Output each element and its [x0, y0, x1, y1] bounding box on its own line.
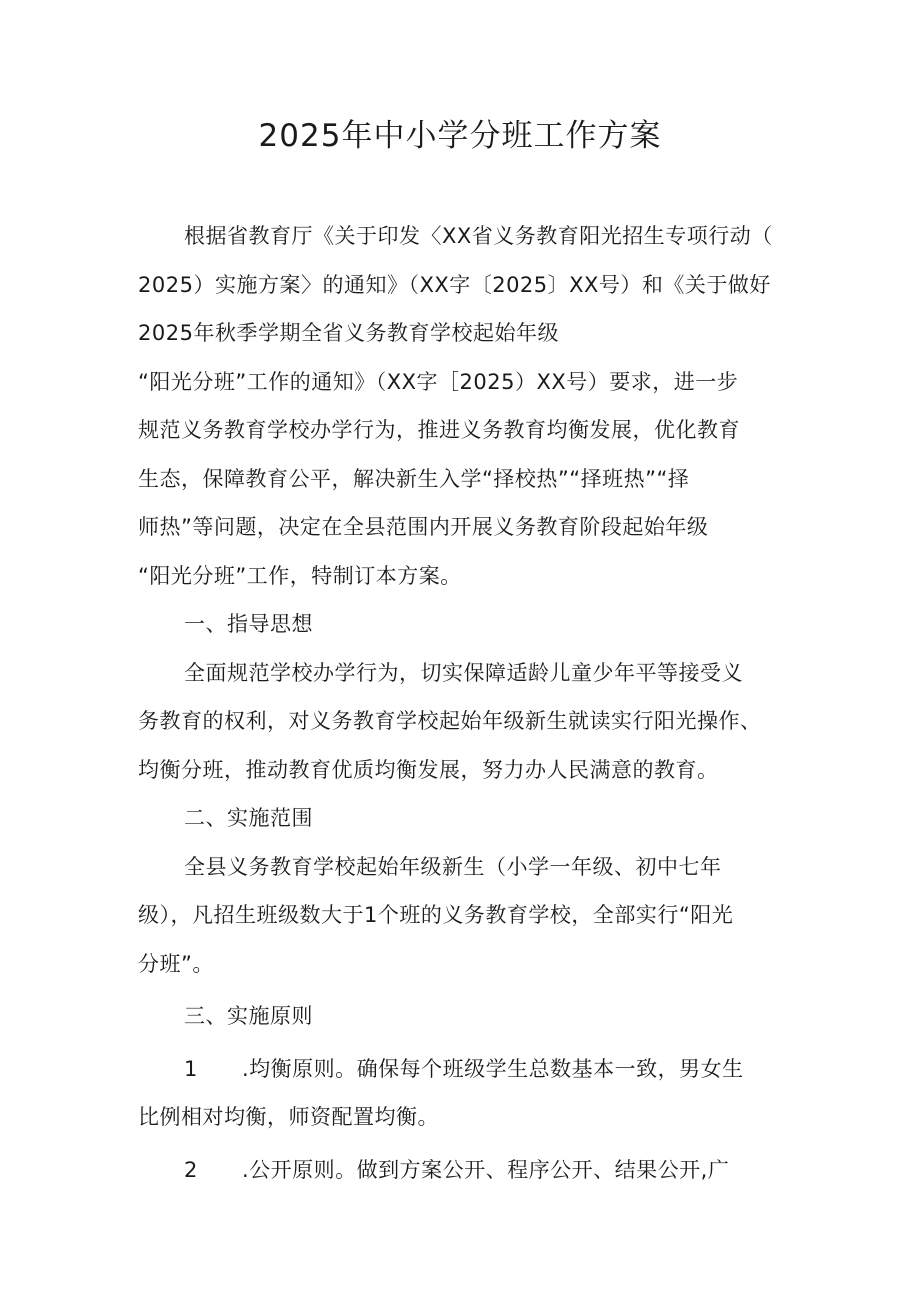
line-text: 二、实施范围	[184, 806, 313, 830]
paragraph-line	[138, 1146, 798, 1195]
document-body	[138, 212, 798, 1194]
line-text: 全面规范学校办学行为，切实保障适龄儿童少年平等接受义	[184, 660, 743, 685]
paragraph-line	[138, 552, 798, 601]
line-text: 务教育的权利，对义务教育学校起始年级新生就读实行阳光操作、	[138, 709, 762, 733]
line-text: 比例相对均衡，师资配置均衡。	[138, 1105, 439, 1129]
line-text: 生态，保障教育公平，解决新生入学“择校热”“择班热”“择	[138, 466, 690, 491]
line-text: 分班”。	[138, 951, 214, 976]
paragraph-line	[138, 1093, 798, 1142]
list-number: 2	[184, 1157, 198, 1182]
paragraph-line	[138, 649, 798, 698]
paragraph-line	[138, 940, 798, 989]
paragraph-line	[138, 891, 798, 940]
paragraph-line	[138, 1045, 798, 1094]
paragraph-line	[138, 212, 798, 261]
paragraph-line	[138, 309, 798, 358]
line-text: .公开原则。做到方案公开、程序公开、结果公开,广	[242, 1157, 730, 1182]
line-text: 级），凡招生班级数大于1个班的义务教育学校，全部实行“阳光	[138, 903, 734, 927]
paragraph-line	[138, 503, 798, 552]
line-text: .均衡原则。确保每个班级学生总数基本一致，男女生	[242, 1056, 744, 1081]
line-text: 2025）实施方案〉的通知》（XX字〔2025〕XX号）和《关于做好	[138, 272, 771, 297]
line-text: 全县义务教育学校起始年级新生（小学一年级、初中七年	[184, 854, 722, 879]
line-text: “阳光分班”工作的通知》（XX字［2025）XX号）要求，进一步	[138, 369, 739, 394]
list-number: 1	[184, 1056, 198, 1081]
paragraph-line	[138, 794, 798, 843]
paragraph-line	[138, 843, 798, 892]
line-text: 师热”等问题，决定在全县范围内开展义务教育阶段起始年级	[138, 515, 709, 539]
paragraph-line	[138, 406, 798, 455]
paragraph-line	[138, 600, 798, 649]
line-text: 规范义务教育学校办学行为，推进义务教育均衡发展，优化教育	[138, 418, 740, 442]
paragraph-line	[138, 455, 798, 504]
line-text: 2025年秋季学期全省义务教育学校起始年级	[138, 321, 559, 345]
paragraph-line	[138, 992, 798, 1041]
line-text: 均衡分班，推动教育优质均衡发展，努力办人民满意的教育。	[138, 757, 719, 782]
paragraph-line	[138, 358, 798, 407]
line-text: “阳光分班”工作，特制订本方案。	[138, 563, 462, 588]
paragraph-line	[138, 261, 798, 310]
document-title: 2025年中小学分班工作方案	[258, 118, 662, 154]
line-text: 一、指导思想	[184, 612, 313, 636]
paragraph-line	[138, 746, 798, 795]
line-text: 根据省教育厅《关于印发〈XX省义务教育阳光招生专项行动（	[184, 224, 773, 248]
paragraph-line	[138, 697, 798, 746]
line-text: 三、实施原则	[184, 1004, 313, 1028]
